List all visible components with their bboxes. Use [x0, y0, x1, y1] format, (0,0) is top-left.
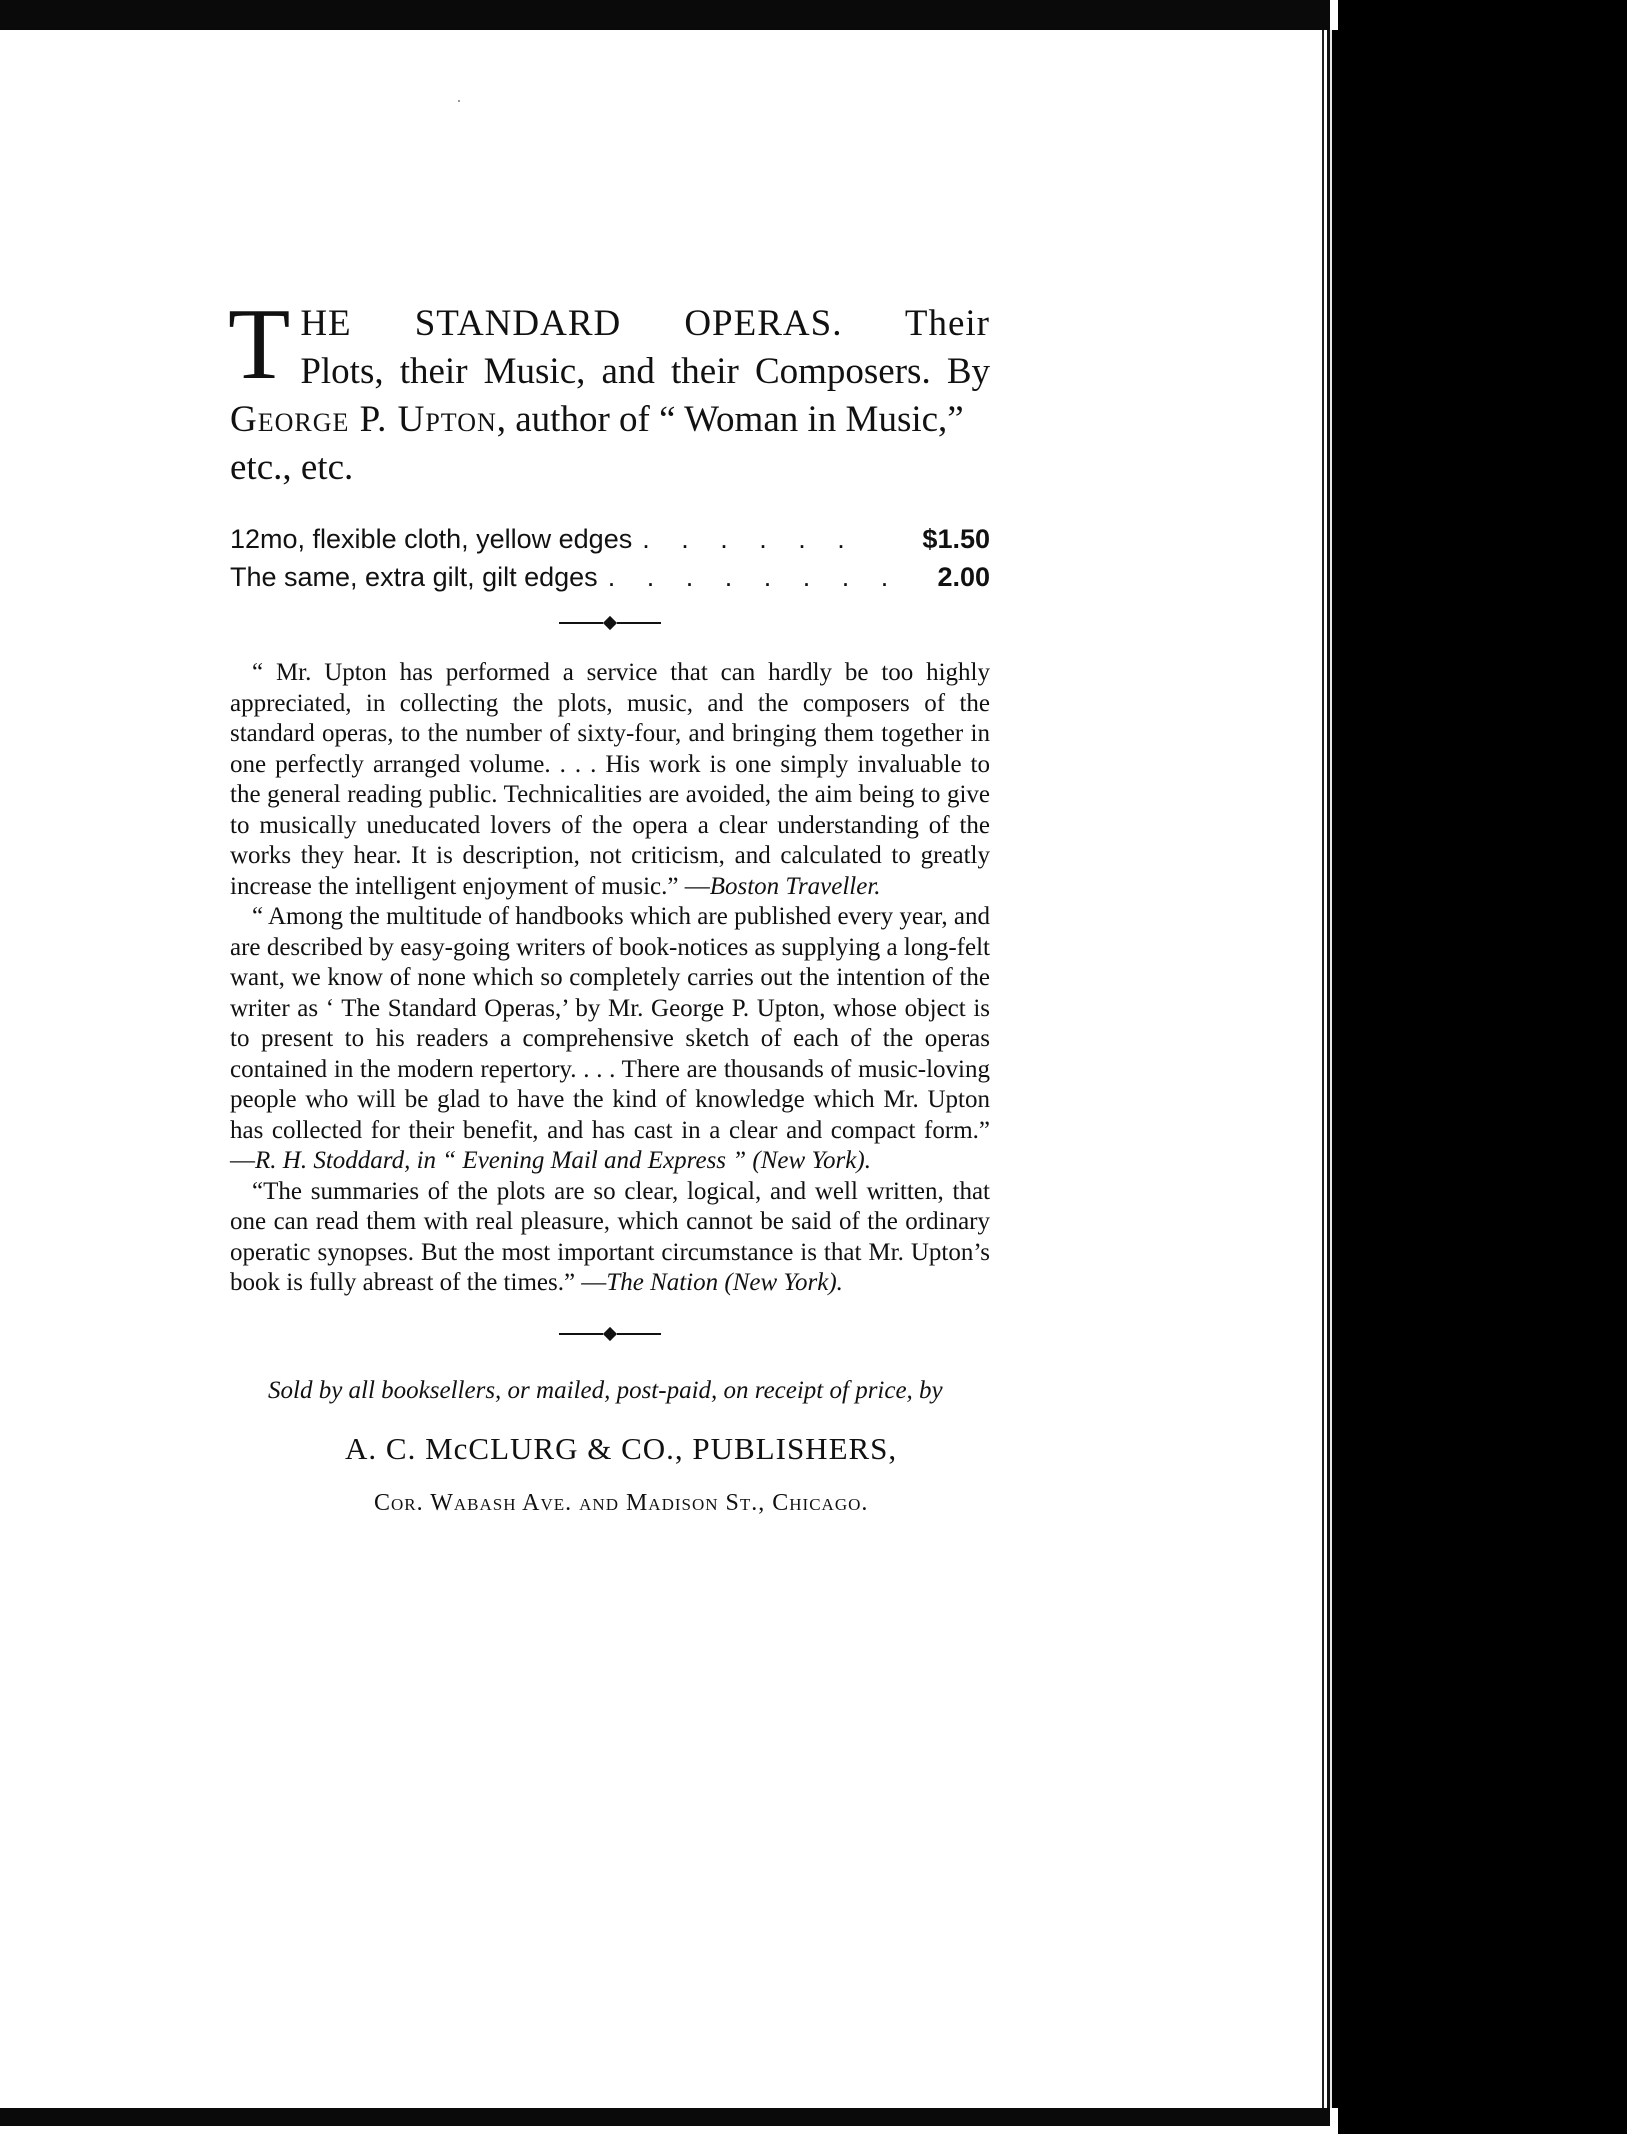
price-value: $1.50	[922, 524, 990, 554]
publisher-address: Cor. Wabash Ave. and Madison St., Chicago.	[374, 1489, 869, 1516]
price-description: The same, extra gilt, gilt edges	[230, 562, 598, 592]
review-source: The Nation (New York).	[606, 1269, 843, 1296]
divider-ornament	[230, 1319, 990, 1349]
review-text: “The summaries of the plots are so clear, logical, and well written, that one can read them with real pleasure, which cannot be said of the ordinary operatic synopses. But the most important circumstance is that Mr. Upton’s book is fully abreast of the times.” —	[230, 1177, 990, 1296]
review-text: “ Among the multitude of handbooks which are published every year, and are described by easy-going writers of book-notices as supplying a long-felt want, we know of none which so completely carries out the intention of the writer as ‘ The Standard Operas,’ by Mr. George P. Upton, whose object is to present to his readers a comprehensive sketch of each of the operas contained in the modern repertory. . . . There are thousands of music-loving people who will be glad to have the kind of knowledge which Mr. Upton has collected for their benefit, and has cast in a clear and compact form.” —	[230, 903, 990, 1174]
publisher-name: A. C. McCLURG & CO., PUBLISHERS,	[345, 1430, 898, 1466]
ornament-rule-right	[617, 1333, 661, 1335]
top-scan-border	[0, 0, 1330, 30]
price-list	[230, 520, 990, 596]
price-row	[230, 558, 990, 596]
bottom-scan-border	[0, 2108, 1330, 2126]
review-source: Boston Traveller.	[709, 872, 881, 900]
title-etc: etc., etc.	[230, 447, 354, 488]
ornament-rule-left	[559, 1333, 603, 1335]
price-leader-dots: . . . . . . . .	[607, 562, 901, 592]
drop-cap: T	[228, 288, 291, 401]
right-scan-margin	[1338, 0, 1627, 2134]
book-title-line: HE STANDARD OPERAS. Their	[300, 303, 990, 344]
scan-speck	[458, 100, 460, 102]
price-leader-dots: . . . . . .	[642, 524, 857, 554]
press-reviews	[230, 658, 990, 1299]
book-subtitle-line: Plots, their Music, and their Composers. By	[300, 351, 990, 392]
author-credit: , author of “ Woman in Music,”	[496, 399, 964, 440]
page-edge	[1318, 30, 1338, 2108]
diamond-icon	[603, 1326, 617, 1340]
book-title-block	[228, 288, 990, 492]
author-name: George P. Upton	[230, 399, 497, 440]
divider-ornament	[230, 608, 990, 638]
sales-note: Sold by all booksellers, or mailed, post-paid, on receipt of price, by	[268, 1376, 943, 1404]
price-row	[230, 520, 990, 558]
review-text: “ Mr. Upton has performed a service that can hardly be too highly appreciated, in collecting the plots, music, and the composers of the standard operas, to the number of sixty-four, and bringing them together in one perfectly arranged volume. . . . His work is one simply invaluable to the general reading public. Technicalities are avoided, the aim being to give to musically uneducated lovers of the opera a clear understanding of the works they hear. It is description, not criticism, and calculated to greatly increase the intelligent enjoyment of music.” —	[230, 659, 990, 900]
advertisement-page	[228, 288, 990, 1519]
price-description: 12mo, flexible cloth, yellow edges	[230, 524, 633, 554]
review-source: R. H. Stoddard, in “ Evening Mail and Express ” (New York).	[255, 1147, 871, 1174]
price-value: 2.00	[937, 562, 990, 592]
review-paragraph	[230, 902, 990, 1177]
ornament-rule-right	[617, 622, 661, 624]
review-paragraph	[230, 658, 990, 902]
ornament-rule-left	[559, 622, 603, 624]
review-paragraph	[230, 1177, 990, 1299]
diamond-icon	[603, 616, 617, 630]
